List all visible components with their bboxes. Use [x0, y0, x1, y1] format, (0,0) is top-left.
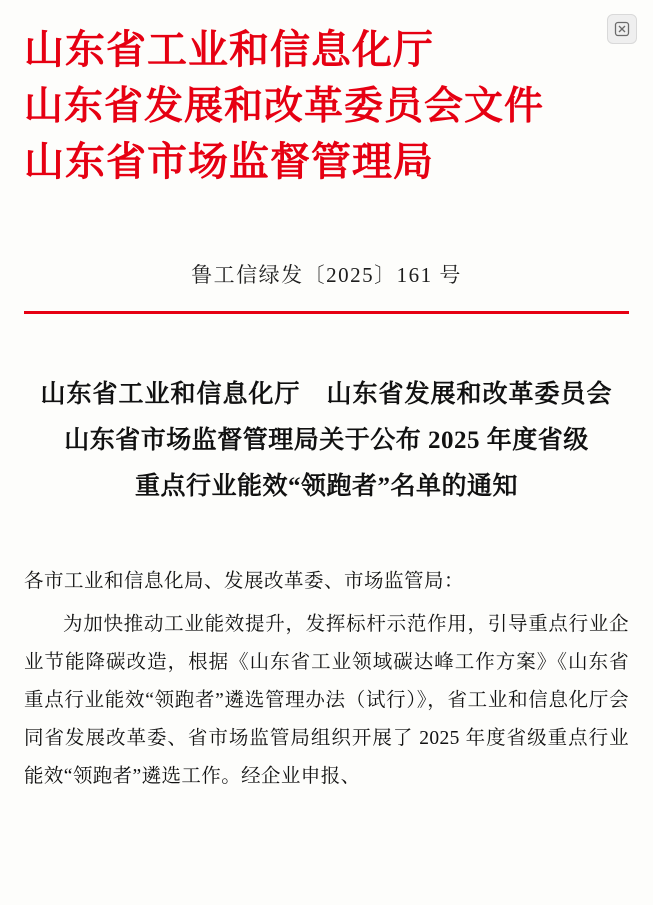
- body-paragraph: 为加快推动工业能效提升，发挥标杆示范作用，引导重点行业企业节能降碳改造，根据《山东省工业领域碳达峰工作方案》《山东省重点行业能效“领跑者”遴选管理办法（试行）》，省工业和信息化厅会同省发展改革委、省市场监管局组织开展了 2025 年度省级重点行业能效“领跑者”遴选工作。经企业申报、: [24, 613, 629, 787]
- masthead-line-2: 山东省发展和改革委员会文件: [24, 82, 545, 129]
- document-number: 鲁工信绿发〔2025〕161 号: [191, 262, 462, 287]
- title-line-1: 山东省工业和信息化厅 山东省发展和改革委员会: [40, 380, 613, 408]
- red-divider: [24, 311, 629, 314]
- title-line-3: 重点行业能效“领跑者”名单的通知: [134, 473, 518, 501]
- masthead-line-1: 山东省工业和信息化厅: [24, 26, 434, 73]
- masthead-line-3: 山东省市场监督管理局: [24, 138, 434, 186]
- title-line-2: 山东省市场监督管理局关于公布 2025 年度省级: [64, 427, 589, 455]
- masthead: [24, 0, 629, 191]
- close-icon[interactable]: [607, 14, 637, 44]
- document-title: [24, 372, 629, 511]
- recipient-line: 各市工业和信息化局、发展改革委、市场监管局：: [24, 570, 465, 592]
